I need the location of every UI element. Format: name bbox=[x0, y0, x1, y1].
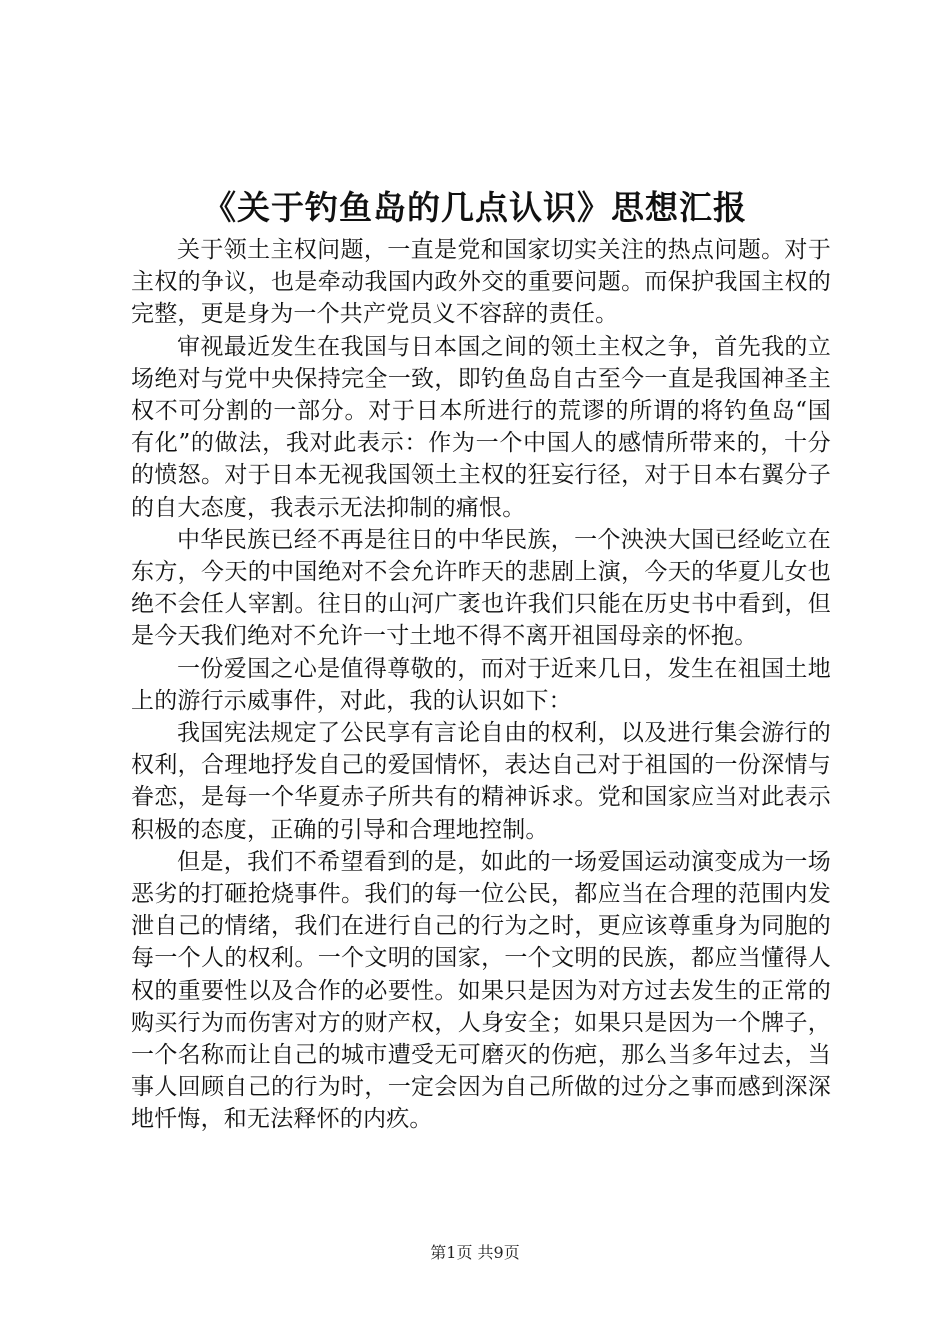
paragraph-5: 我国宪法规定了公民享有言论自由的权利，以及进行集会游行的权利，合理地抒发自己的爱国情怀，表达自己对于祖国的一份深情与眷恋，是每一个华夏赤子所共有的精神诉求。党和国家应当对此表示积极的态度，正确的引导和合理地控制。 bbox=[131, 720, 831, 843]
paragraph-3: 中华民族已经不再是往日的中华民族，一个泱泱大国已经屹立在东方，今天的中国绝对不会允许昨天的悲剧上演，今天的华夏儿女也绝不会任人宰割。往日的山河广袤也许我们只能在历史书中看到，但是今天我们绝对不允许一寸土地不得不离开祖国母亲的怀抱。 bbox=[131, 526, 831, 650]
paragraph-1: 关于领土主权问题，一直是党和国家切实关注的热点问题。对于主权的争议，也是牵动我国内政外交的重要问题。而保护我国主权的完整，更是身为一个共产党员义不容辞的责任。 bbox=[131, 237, 831, 328]
paragraph-2: 审视最近发生在我国与日本国之间的领土主权之争，首先我的立场绝对与党中央保持完全一致，即钓鱼岛自古至今一直是我国神圣主权不可分割的一部分。对于日本所进行的荒谬的所谓的将钓鱼岛“国有化”的做法，我对此表示：作为一个中国人的感情所带来的，十分的愤怒。对于日本无视我国领土主权的狂妄行径，对于日本右翼分子的自大态度，我表示无法抑制的痛恨。 bbox=[131, 333, 831, 521]
document-title: 《关于钓鱼岛的几点认识》思想汇报 bbox=[203, 188, 747, 227]
paragraph-6: 但是，我们不希望看到的是，如此的一场爱国运动演变成为一场恶劣的打砸抢烧事件。我们的每一位公民，都应当在合理的范围内发泄自己的情绪，我们在进行自己的行为之时，更应该尊重身为同胞的每一个人的权利。一个文明的国家，一个文明的民族，都应当懂得人权的重要性以及合作的必要性。如果只是因为对方过去发生的正常的购买行为而伤害对方的财产权，人身安全；如果只是因为一个牌子，一个名称而让自己的城市遭受无可磨灭的伤疤，那么当多年过去，当事人回顾自己的行为时，一定会因为自己所做的过分之事而感到深深地忏悔，和无法释怀的内疚。 bbox=[131, 848, 831, 1133]
page-number-footer: 第1页 共9页 bbox=[430, 1243, 520, 1262]
paragraph-4: 一份爱国之心是值得尊敬的，而对于近来几日，发生在祖国土地上的游行示威事件，对此，我的认识如下： bbox=[131, 655, 831, 714]
document-body bbox=[131, 234, 831, 1136]
